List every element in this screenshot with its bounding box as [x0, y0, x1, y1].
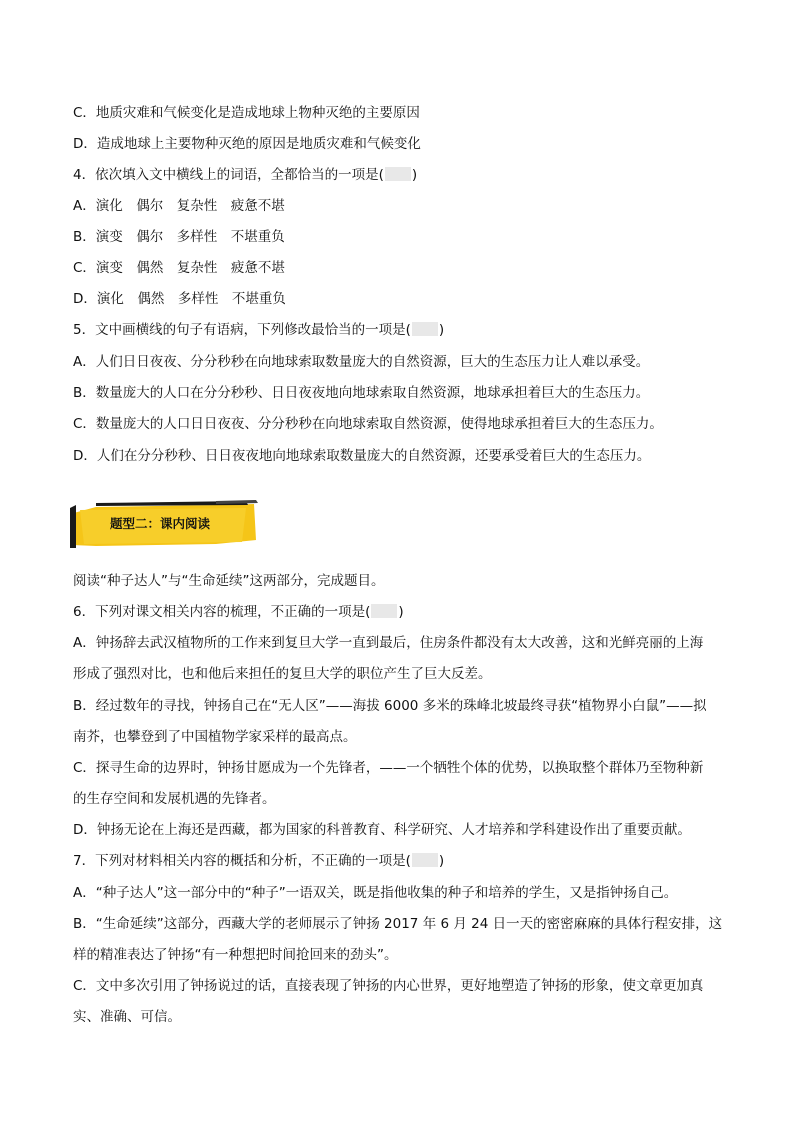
q6-option-d: D．钟扬无论在上海还是西藏，都为国家的科普教育、科学研究、人才培养和学科建设作出了重要贡献。 — [73, 822, 691, 838]
answer-blank — [412, 853, 438, 867]
q5-option-a: A．人们日日夜夜、分分秒秒在向地球索取数量庞大的自然资源，巨大的生态压力让人难以承受。 — [73, 354, 650, 370]
section-header-title: 题型二：课内阅读 — [110, 516, 211, 531]
q7-option-b-line2: 样的精准表达了钟扬“有一种想把时间抢回来的劲头”。 — [73, 947, 398, 963]
q6-option-b-line2: 南芥，也攀登到了中国植物学家采样的最高点。 — [73, 729, 357, 745]
q7-option-b-line1: B．“生命延续”这部分，西藏大学的老师展示了钟扬 2017 年 6 月 24 日一天的密密麻麻的具体行程安排，这 — [73, 916, 723, 932]
q5-option-b: B．数量庞大的人口在分分秒秒、日日夜夜地向地球索取自然资源，地球承担着巨大的生态压力。 — [73, 385, 650, 401]
question-6-text: 6．下列对课文相关内容的梳理，不正确的一项是( — [73, 604, 371, 620]
q7-option-a: A．“种子达人”这一部分中的“种子”一语双关，既是指他收集的种子和培养的学生，又是指钟扬自己。 — [73, 885, 678, 901]
q6-option-a-line1: A．钟扬辞去武汉植物所的工作来到复旦大学一直到最后，住房条件都没有太大改善，这和光鲜亮丽的上海 — [73, 635, 704, 651]
question-7 — [73, 851, 733, 871]
question-5-close: ) — [438, 322, 445, 338]
question-6 — [73, 602, 733, 622]
answer-blank — [412, 322, 438, 336]
question-7-text: 7．下列对材料相关内容的概括和分析，不正确的一项是( — [73, 853, 411, 869]
q3-option-c: C．地质灾难和气候变化是造成地球上物种灭绝的主要原因 — [73, 105, 420, 121]
q6-option-c-line1: C．探寻生命的边界时，钟扬甘愿成为一个先锋者，——一个牺牲个体的优势，以换取整个群体乃至物种新 — [73, 760, 704, 776]
question-4-close: ) — [411, 167, 418, 183]
answer-blank — [371, 604, 397, 618]
q5-option-c: C．数量庞大的人口日日夜夜、分分秒秒在向地球索取自然资源，使得地球承担着巨大的生态压力。 — [73, 416, 663, 432]
q6-option-a-line2: 形成了强烈对比，也和他后来担任的复旦大学的职位产生了巨大反差。 — [73, 666, 492, 682]
reading-instruction: 阅读“种子达人”与“生命延续”这两部分，完成题目。 — [73, 573, 385, 589]
q4-option-d: D．演化 偶然 多样性 不堪重负 — [73, 291, 286, 307]
question-5 — [73, 320, 733, 340]
q6-option-b-line1: B．经过数年的寻找，钟扬自己在“无人区”——海拔 6000 多米的珠峰北坡最终寻获“植物界小白鼠”——拟 — [73, 698, 707, 714]
question-7-close: ) — [438, 853, 445, 869]
q7-option-c-line1: C．文中多次引用了钟扬说过的话，直接表现了钟扬的内心世界，更好地塑造了钟扬的形象，使文章更加真 — [73, 978, 704, 994]
q4-option-c: C．演变 偶然 复杂性 疲惫不堪 — [73, 260, 285, 276]
q5-option-d: D．人们在分分秒秒、日日夜夜地向地球索取数量庞大的自然资源，还要承受着巨大的生态压力。 — [73, 448, 651, 464]
q4-option-a: A．演化 偶尔 复杂性 疲惫不堪 — [73, 198, 285, 214]
q6-option-c-line2: 的生存空间和发展机遇的先锋者。 — [73, 791, 276, 807]
question-4 — [73, 165, 733, 185]
q3-option-d: D．造成地球上主要物种灭绝的原因是地质灾难和气候变化 — [73, 136, 421, 152]
question-6-close: ) — [398, 604, 404, 620]
q7-option-c-line2: 实、准确、可信。 — [73, 1009, 181, 1025]
question-4-text: 4．依次填入文中横线上的词语，全都恰当的一项是( — [73, 167, 384, 183]
question-5-text: 5．文中画横线的句子有语病，下列修改最恰当的一项是( — [73, 322, 411, 338]
answer-blank — [385, 167, 411, 181]
q4-option-b: B．演变 偶尔 多样性 不堪重负 — [73, 229, 285, 245]
